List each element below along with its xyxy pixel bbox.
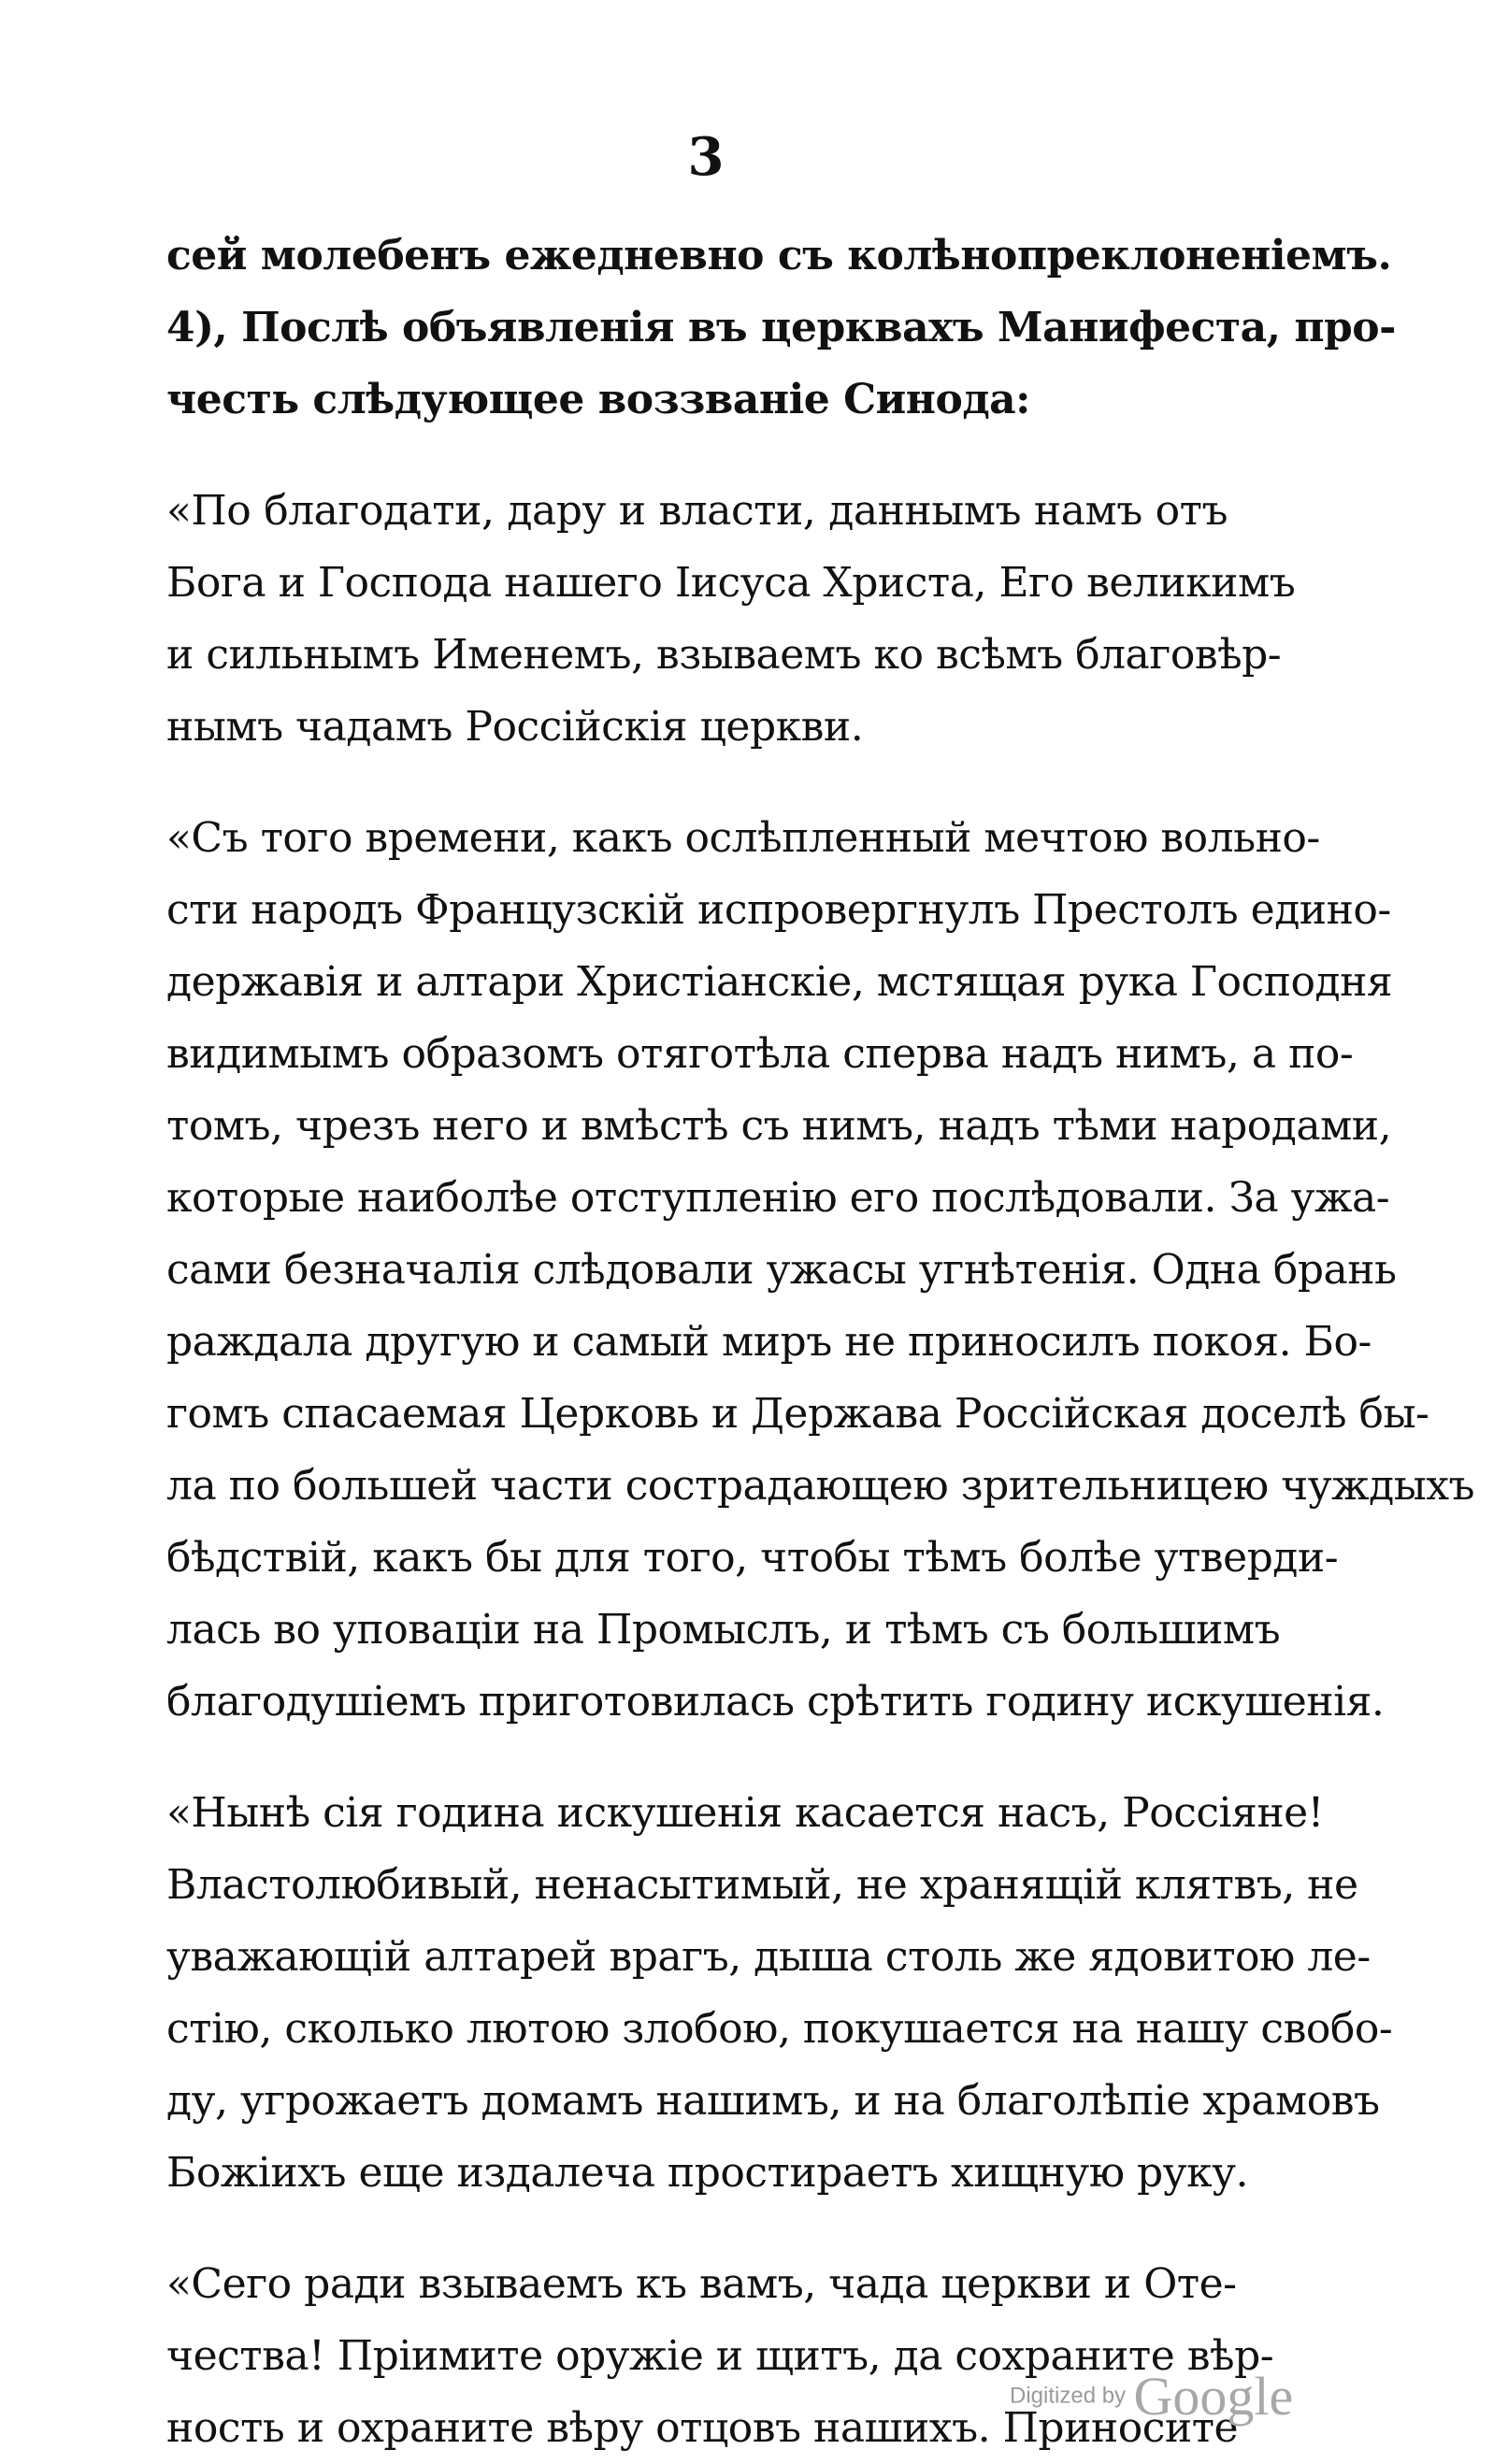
text-line: 4), Послѣ объявленія въ церквахъ Манифеста, про-: [166, 304, 1396, 351]
paragraph-history: [166, 802, 1475, 1738]
text-line: сами безначалія слѣдовали ужасы угнѣтенія. Одна брань: [166, 1246, 1397, 1294]
text-line: ность и охраните вѣру отцовъ нашихъ. Приносите: [166, 2404, 1239, 2452]
text-line: «Нынѣ сія година искушенія касается насъ, Россіяне!: [166, 1789, 1324, 1837]
text-line: лась во уповаціи на Промыслъ, и тѣмъ съ большимъ: [166, 1606, 1281, 1654]
text-line: и сильнымъ Именемъ, взываемъ ко всѣмъ благовѣр-: [166, 631, 1282, 679]
page-number: 3: [687, 126, 725, 188]
watermark-prefix: Digitized by: [1010, 2383, 1127, 2409]
text-line: чества! Пріимите оружіе и щитъ, да сохраните вѣр-: [166, 2332, 1274, 2380]
text-line: гомъ спасаемая Церковь и Держава Россійская доселѣ бы-: [166, 1390, 1429, 1438]
text-line: «Сего ради взываемъ къ вамъ, чада церкви и Оте-: [166, 2260, 1237, 2308]
text-line: Бога и Господа нашего Іисуса Христа, Его великимъ: [166, 559, 1296, 607]
text-line: нымъ чадамъ Россійскія церкви.: [166, 703, 864, 751]
text-line: сти народъ Французскій испровергнулъ Престолъ едино-: [166, 886, 1391, 934]
text-line: ду, угрожаетъ домамъ нашимъ, и на благолѣпіе храмовъ: [166, 2077, 1380, 2125]
text-line: Властолюбивый, ненасытимый, не хранящій клятвъ, не: [166, 1861, 1358, 1909]
text-line: Божіихъ еще издалеча простираетъ хищную руку.: [166, 2149, 1248, 2197]
text-line: которые наиболѣе отступленію его послѣдовали. За ужа-: [166, 1174, 1390, 1222]
body-text: [166, 220, 1475, 2464]
google-logo-text: Google: [1133, 2366, 1294, 2427]
text-line: ла по большей части сострадающею зрительницею чуждыхъ: [166, 1462, 1475, 1510]
digitized-by-google-watermark: [1010, 2365, 1293, 2428]
text-line: благодушіемъ приготовилась срѣтить годину искушенія.: [166, 1678, 1385, 1726]
text-line: бѣдствій, какъ бы для того, чтобы тѣмъ болѣе утверди-: [166, 1534, 1339, 1582]
text-line: уважающій алтарей врагъ, дыша столь же ядовитою ле-: [166, 1933, 1371, 1981]
text-line: томъ, чрезъ него и вмѣстѣ съ нимъ, надъ тѣми народами,: [166, 1102, 1392, 1150]
text-line: сей молебенъ ежедневно съ колѣнопреклоненіемъ.: [166, 232, 1392, 279]
text-line: «Съ того времени, какъ ослѣпленный мечтою вольно-: [166, 814, 1320, 862]
text-line: раждала другую и самый миръ не приносилъ покоя. Бо-: [166, 1318, 1372, 1366]
text-line: честь слѣдующее воззваніе Синода:: [166, 376, 1030, 423]
text-line: стію, сколько лютою злобою, покушается на нашу свобо-: [166, 2005, 1393, 2053]
paragraph-instruction: [166, 220, 1396, 436]
paragraph-invocation: [166, 475, 1296, 763]
paragraph-threat: [166, 1777, 1393, 2209]
text-line: державія и алтари Христіанскіе, мстящая рука Господня: [166, 958, 1393, 1006]
text-line: «По благодати, дару и власти, даннымъ намъ отъ: [166, 487, 1228, 535]
paragraph-call-to-arms: [166, 2248, 1274, 2464]
text-line: видимымъ образомъ отяготѣла сперва надъ нимъ, а по-: [166, 1030, 1354, 1078]
